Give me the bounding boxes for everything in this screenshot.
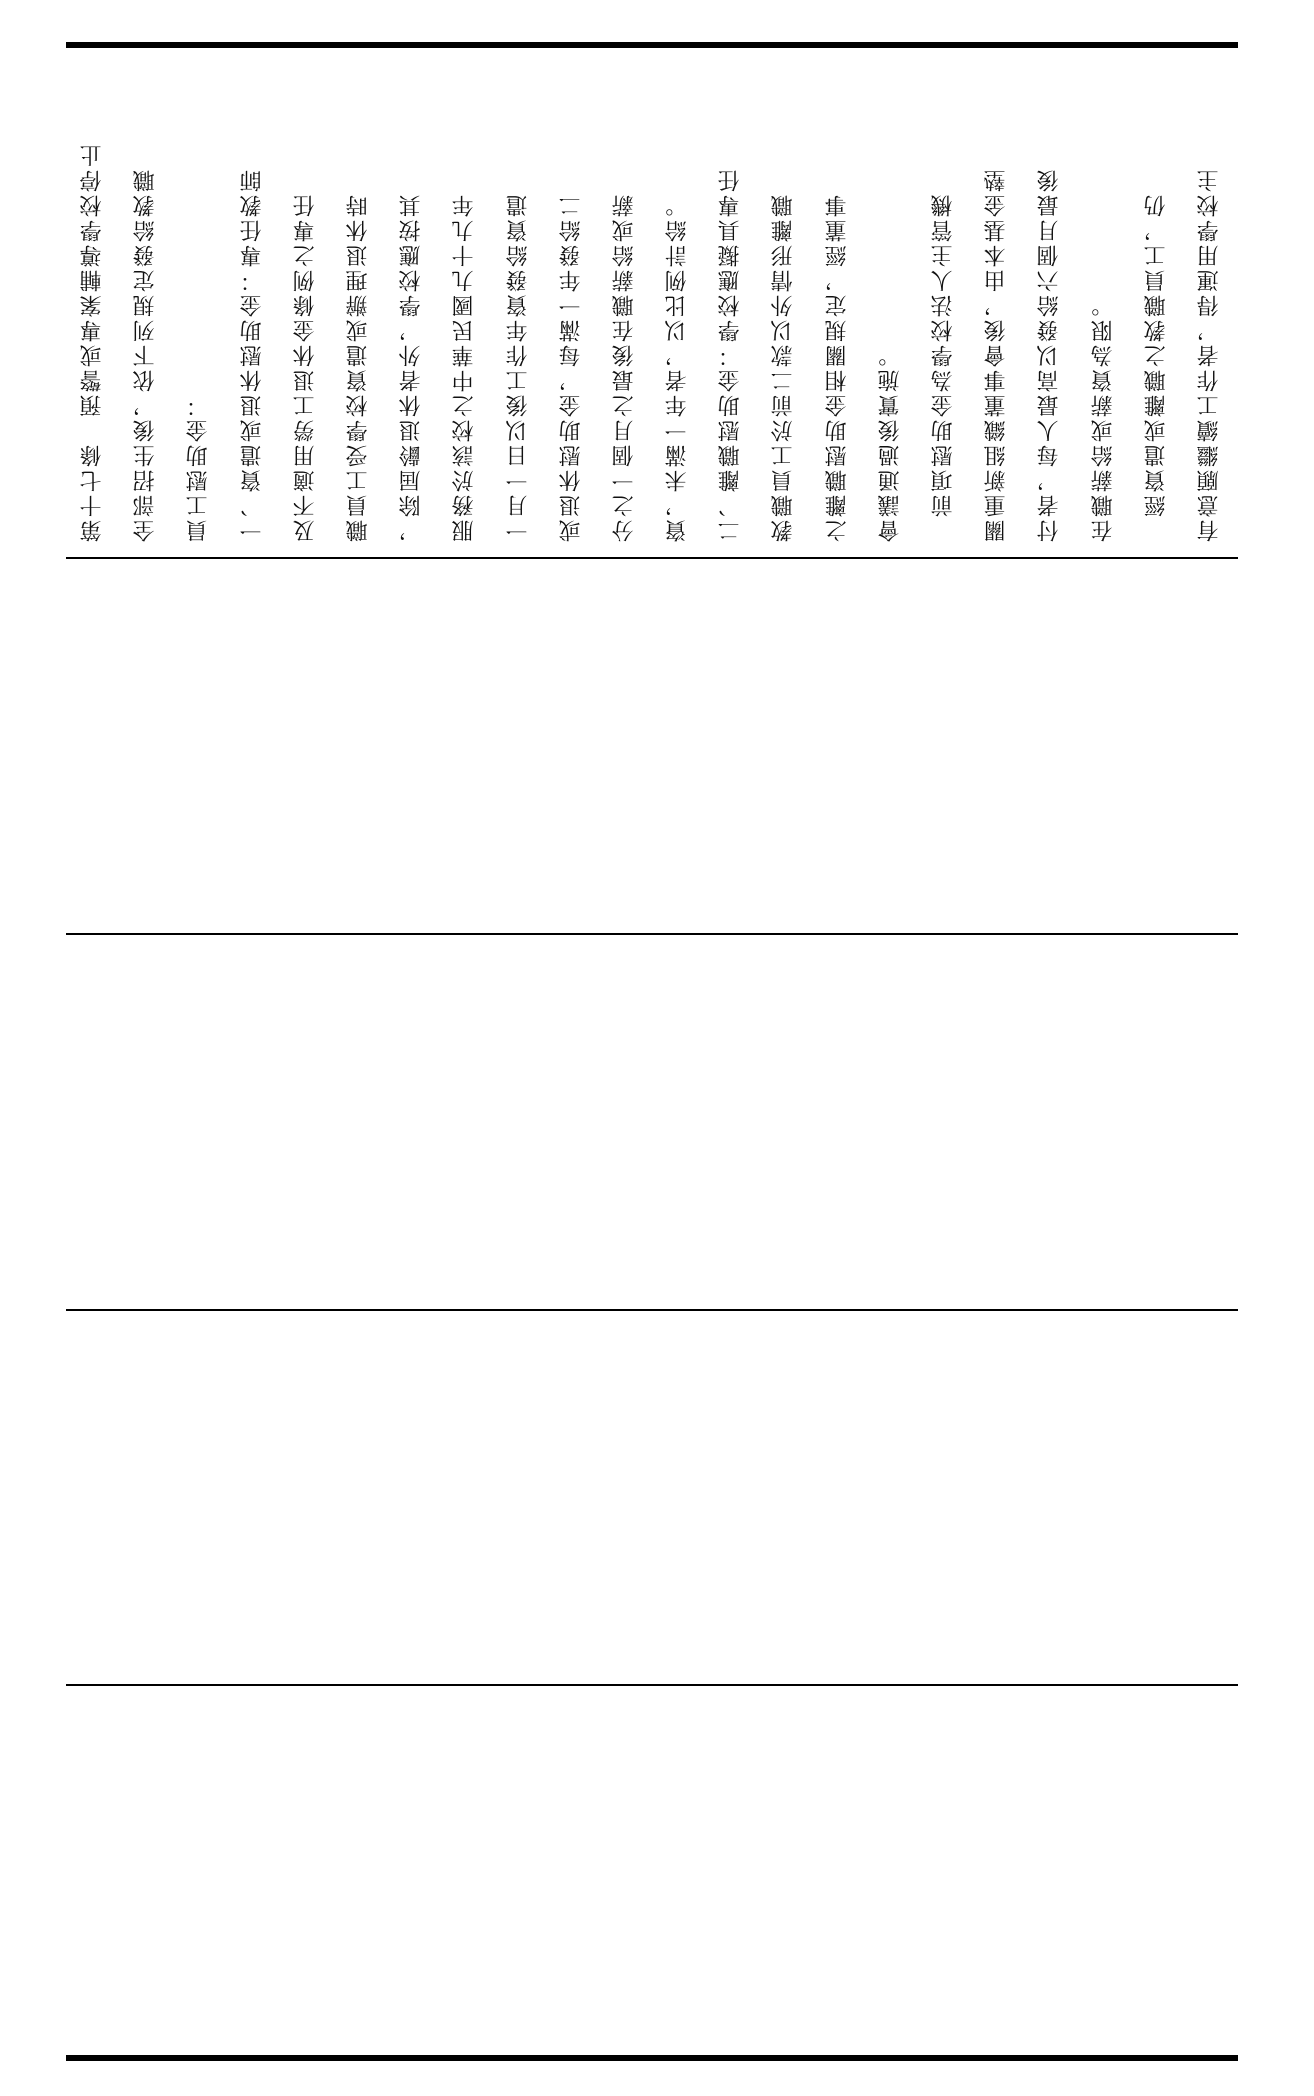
section-divider-4 (66, 1684, 1238, 1686)
text-column-9: 一月一日以後工作年資發給資遣 (505, 192, 531, 542)
text-column-6: 職員工受學校資遣或辦理退休時 (345, 192, 371, 542)
text-column-3: 員工慰助金： (186, 392, 212, 542)
text-column-15: 之離職慰助金相關規定，經董事 (824, 192, 850, 542)
text-column-1: 第十七條 預警或專案輔導學校停止 (80, 142, 105, 542)
article-17-text-block (66, 52, 1238, 554)
bottom-border-line (66, 2055, 1238, 2061)
text-column-11: 分之一個月之最後在職薪給或薪 (611, 192, 637, 542)
text-column-5: 及不適用勞工退休金條例之專任 (292, 192, 318, 542)
text-column-17: 前項慰助金為學校法人主管機 (931, 192, 956, 542)
text-column-14: 教職員工於前二款以外情形離職 (771, 192, 797, 542)
text-column-12: 資，未滿一年者，以比例計給。 (665, 192, 691, 542)
section-divider-2 (66, 933, 1238, 935)
section-divider-1 (66, 557, 1238, 559)
text-column-7: ，除屆齡退休者外，學校應按其 (399, 192, 425, 542)
top-border-line (66, 42, 1238, 48)
section-divider-3 (66, 1309, 1238, 1311)
text-column-18: 關重新組織董事會後，由本基金墊 (984, 167, 1010, 542)
text-column-4: 一、資遣或退休慰助金：專任教師 (239, 167, 265, 542)
text-column-10: 或退休慰助金，每滿一年發給二 (558, 192, 584, 542)
text-column-13: 二、離職慰助金：學校應擬具專任 (718, 167, 744, 542)
vertical-text-columns (66, 62, 1238, 550)
text-column-8: 服務於該校之中華民國九十九年 (452, 192, 478, 542)
text-column-2: 全部招生後，依下列規定發給教職 (133, 167, 159, 542)
text-column-22: 有意願繼續工作者，得運用學校主 (1196, 167, 1222, 542)
text-column-21: 經資遣或離職之教職員工，仍 (1143, 192, 1169, 542)
text-column-19: 付者，每人最高以發給六個月最後 (1037, 167, 1063, 542)
text-column-16: 會議通過後實施。 (877, 342, 903, 542)
text-column-20: 在職薪給或薪資為限。 (1090, 292, 1116, 542)
